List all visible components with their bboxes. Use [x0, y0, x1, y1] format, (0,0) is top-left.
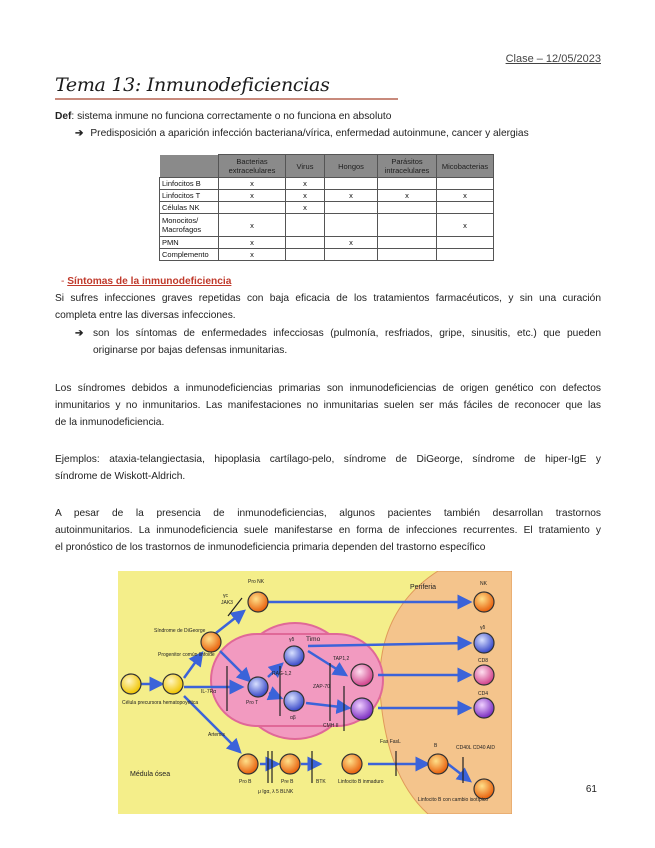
cell-b: [428, 754, 448, 774]
label-ab: αβ: [290, 715, 296, 721]
sintomas-title: Síntomas de la inmunodeficiencia: [67, 276, 232, 287]
table-cell: x: [286, 190, 325, 202]
table-row: [160, 249, 494, 261]
table-cell: x: [378, 190, 437, 202]
table-cell: [325, 202, 378, 214]
def-bullet-text: Predisposición a aparición infección bacteriana/vírica, enfermedad autoinmune, cancer y alergias: [90, 128, 529, 139]
table-row-label: Células NK: [160, 202, 219, 214]
table-cell: x: [219, 214, 286, 237]
label-pro-nk: Pro NK: [248, 579, 265, 585]
table-cell: [325, 249, 378, 261]
table-cell: [286, 249, 325, 261]
cell-cd8-thymus: [351, 698, 373, 720]
label-igs: μ Igα, λ 5 BLNK: [258, 789, 294, 795]
label-pro-t: Pro T: [246, 700, 259, 706]
sintomas-prefix: -: [61, 276, 68, 287]
ejemplos-line: Ejemplos: ataxia-telangiectasia, hipoplasia cartílago-pelo, síndrome de DiGeorge, síndrome de hiper-IgE y: [55, 454, 601, 465]
table-cell: x: [325, 190, 378, 202]
cell-cd4: [474, 698, 494, 718]
cell-hematopoietic: [121, 674, 141, 694]
page-title: Tema 13: Inmunodeficiencias: [55, 74, 330, 96]
table-row-label: Monocitos/ Macrofagos: [160, 214, 219, 237]
label-digeorge: Síndrome de DiGeorge: [154, 628, 206, 634]
ejemplos-paragraph: [55, 451, 601, 485]
cell-pro-t: [248, 677, 268, 697]
arrow-right-icon: ➔: [75, 328, 84, 339]
autoinmunes-line: el pronóstico de los trastornos de inmunodeficiencia primaria dependen del trastorno específico: [55, 542, 486, 553]
autoinmunes-line: A pesar de la presencia de inmunodeficiencias, algunos pacientes también desarrollan trastornos: [55, 508, 601, 519]
table-cell: [437, 178, 494, 190]
table-cell: [378, 214, 437, 237]
label-periferia: Periferia: [410, 584, 437, 591]
cell-progenitor: [163, 674, 183, 694]
table-row-label: Linfocitos B: [160, 178, 219, 190]
cell-gd-periphery: [474, 633, 494, 653]
table-cell: [437, 202, 494, 214]
cell-pro-nk: [248, 592, 268, 612]
table-cell: x: [286, 178, 325, 190]
cell-switched-b: [474, 779, 494, 799]
table-cell: [378, 178, 437, 190]
sintomas-heading: [61, 273, 231, 290]
lymphocyte-development-figure: [118, 571, 512, 814]
label-b: B: [434, 743, 438, 749]
label-cmh: CMH II: [323, 723, 339, 729]
primarias-line: Los síndromes debidos a inmunodeficiencias primarias son inmunodeficiencias de origen genético con defectos: [55, 383, 601, 394]
table-cell: x: [219, 249, 286, 261]
label-pre-b: Pre B: [281, 779, 294, 785]
table-cell: x: [286, 202, 325, 214]
primarias-paragraph: [55, 380, 601, 431]
table-column-header: Virus: [286, 155, 325, 178]
sintomas-line1: Si sufres infecciones graves repetidas con baja eficacia de los tratamientos farmacéuticos, y sin una curación: [55, 293, 601, 304]
cell-cd8: [474, 665, 494, 685]
table-column-header: Micobacterias: [437, 155, 494, 178]
label-cd4: CD4: [478, 691, 489, 697]
title-underline: [55, 98, 398, 100]
sintomas-bullet-line1: son los síntomas de enfermedades infecciosas (pulmonía, resfriados, gripe, sinusitis, etc.) que pueden: [93, 328, 601, 339]
table-cell: x: [219, 178, 286, 190]
table-cell: x: [437, 214, 494, 237]
arrow-right-icon: ➔: [75, 128, 84, 139]
def-bullet: [75, 125, 529, 142]
label-celula: Célula precursora hematopoyética: [122, 700, 199, 706]
def-text: : sistema inmune no funciona correctamente o no funciona en absoluto: [71, 111, 392, 122]
table-cell: [325, 178, 378, 190]
label-jak3: JAK3: [221, 600, 233, 606]
class-date: Clase – 12/05/2023: [505, 53, 601, 65]
table-column-header: Bacterias extracelulares: [219, 155, 286, 178]
label-progenitor: Progenitor común linfoide: [158, 652, 215, 658]
immunity-table: [159, 154, 494, 261]
label-linfocito-inmaduro: Linfocito B inmaduro: [338, 779, 384, 785]
sintomas-bullet: [75, 325, 601, 359]
table-row: [160, 202, 494, 214]
label-artemis: Artemis: [208, 732, 225, 738]
table-corner: [160, 155, 219, 178]
label-gamma-c: γc: [223, 593, 228, 599]
label-pro-b: Pro B: [239, 779, 252, 785]
autoinmunes-paragraph: [55, 505, 601, 556]
table-cell: [378, 249, 437, 261]
definition: [55, 108, 391, 125]
table-cell: x: [219, 190, 286, 202]
table-row-label: PMN: [160, 237, 219, 249]
primarias-line: de la inmunodeficiencia.: [55, 417, 165, 428]
cell-nk: [474, 592, 494, 612]
table-cell: x: [437, 190, 494, 202]
cell-ab: [284, 691, 304, 711]
label-rag: RAG-1,2: [272, 671, 292, 677]
table-cell: [437, 249, 494, 261]
cell-immature-b: [342, 754, 362, 774]
label-medula: Médula ósea: [130, 771, 171, 778]
cell-cd4-thymus: [351, 664, 373, 686]
label-il7: IL-7Rα: [201, 689, 217, 695]
table-cell: [219, 202, 286, 214]
table-row: [160, 190, 494, 202]
cell-digeorge: [201, 632, 221, 652]
label-timo: Timo: [306, 636, 321, 643]
table-row: [160, 178, 494, 190]
label-linfocito-cambio: Linfocito B con cambio isotípico: [418, 797, 489, 803]
label-zap70: ZAP-70: [313, 684, 330, 690]
table-column-header: Hongos: [325, 155, 378, 178]
sintomas-bullet-line2: originarse por bajas defensas inmunitarias.: [93, 345, 288, 356]
label-btk: BTK: [316, 779, 326, 785]
cell-gd: [284, 646, 304, 666]
table-column-header: Parásitos intracelulares: [378, 155, 437, 178]
ejemplos-line: síndrome de Wiskott-Aldrich.: [55, 471, 186, 482]
table-cell: [286, 237, 325, 249]
table-row-label: Linfocitos T: [160, 190, 219, 202]
table-cell: x: [219, 237, 286, 249]
table-cell: x: [325, 237, 378, 249]
autoinmunes-line: autoinmunitarios. La inmunodeficiencia suele manifestarse en forma de infecciones recurrentes. El tratamiento y: [55, 525, 601, 536]
table-row-label: Complemento: [160, 249, 219, 261]
label-cd40l: CD40L CD40 AID: [456, 745, 495, 751]
def-label: Def: [55, 111, 72, 122]
cell-pre-b: [280, 754, 300, 774]
label-nk: NK: [480, 581, 487, 587]
table-cell: [378, 237, 437, 249]
table-row: [160, 214, 494, 237]
table-cell: [325, 214, 378, 237]
label-gd: γδ: [289, 637, 295, 643]
primarias-line: inmunitarios y no inmunitarios. Las manifestaciones no inmunitarias suelen ser más fáciles de reconocer que las: [55, 400, 601, 411]
table-cell: [437, 237, 494, 249]
label-gd-periphery: γδ: [480, 625, 486, 631]
label-cd8: CD8: [478, 658, 489, 664]
table-row: [160, 237, 494, 249]
table-cell: [378, 202, 437, 214]
page-number: 61: [585, 784, 597, 795]
sintomas-line2: completa entre las diversas infecciones.: [55, 310, 236, 321]
label-tap: TAP1,2: [333, 656, 350, 662]
cell-pro-b: [238, 754, 258, 774]
table-cell: [286, 214, 325, 237]
label-fas: Fas FasL: [380, 739, 401, 745]
